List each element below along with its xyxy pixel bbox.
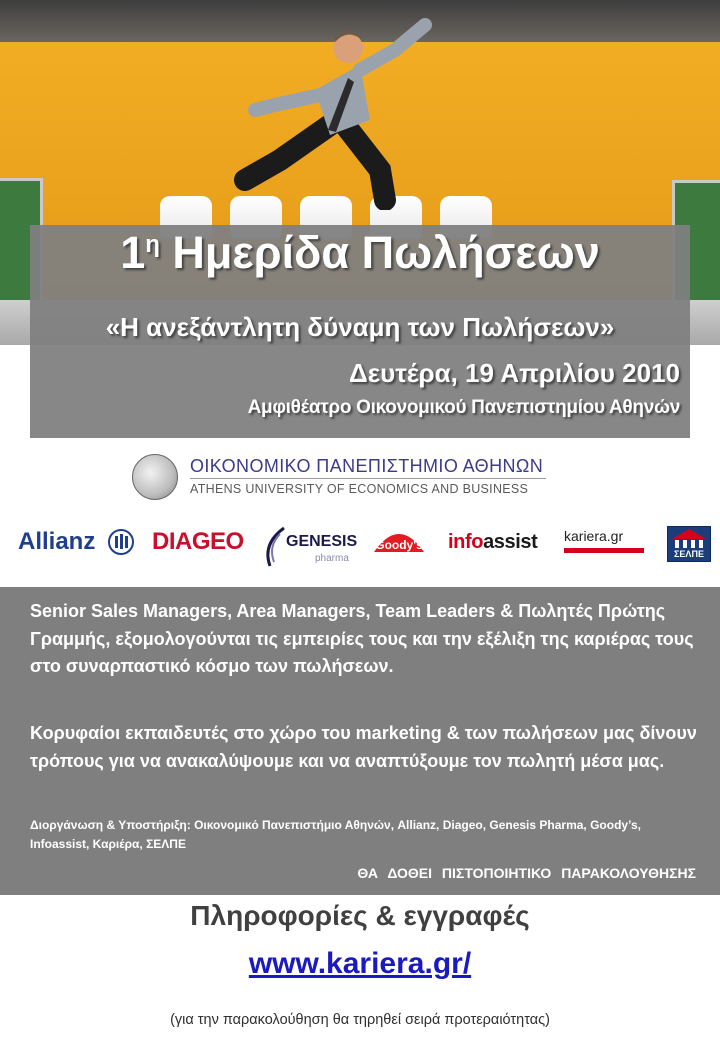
allianz-logo: Allianz — [18, 528, 96, 555]
genesis-swoosh-icon — [260, 526, 288, 568]
selpe-logo-text: ΣΕΛΠΕ — [674, 549, 704, 559]
genesis-logo: GENESIS — [286, 533, 358, 550]
info-registration-heading: Πληροφορίες & εγγραφές — [190, 900, 530, 931]
infoassist-logo-part2: assist — [483, 531, 538, 553]
university-seal-icon — [132, 454, 178, 500]
organizers-text: Διοργάνωση & Υποστήριξη: Οικονομικό Πανεπιστήμιο Αθηνών, Allianz, Diageo, Genesis Pharma, Goody’s, Infoassist, Καριέρα, ΣΕΛΠΕ — [30, 818, 641, 851]
kariera-website-link[interactable]: www.kariera.gr/ — [248, 947, 472, 980]
selpe-building-icon — [668, 527, 710, 549]
genesis-pharma-label: pharma — [315, 553, 349, 564]
infoassist-logo — [448, 531, 537, 554]
event-venue: Αμφιθέατρο Οικονομικού Πανεπιστημίου Αθηνών — [247, 397, 680, 418]
title-number: 1 — [120, 227, 146, 278]
event-subtitle: «Η ανεξάντλητη δύναμη των Πωλήσεων» — [105, 312, 615, 342]
kariera-logo: kariera.gr — [564, 528, 624, 544]
description-panel — [0, 587, 720, 895]
kariera-logo-bar — [564, 548, 644, 553]
jumping-man-figure — [220, 10, 460, 210]
university-name-english: ATHENS UNIVERSITY OF ECONOMICS AND BUSINESS — [190, 482, 529, 496]
event-date: Δευτέρα, 19 Απριλίου 2010 — [349, 358, 680, 388]
description-paragraph-1: Senior Sales Managers, Area Managers, Team Leaders & Πωλητές Πρώτης Γραμμής, εξομολογούνται τις εμπειρίες τους και την εξέλιξη της καριέρας τους στο συναρπαστικό κόσμο των πωλήσεων. — [30, 601, 694, 676]
infoassist-logo-part1: info — [448, 531, 484, 553]
diageo-logo: DIAGEO — [152, 528, 244, 555]
title-panel — [30, 225, 690, 438]
event-title — [30, 227, 690, 279]
title-text: Ημερίδα Πωλήσεων — [172, 227, 600, 278]
university-name-greek: ΟΙΚΟΝΟΜΙΚΟ ΠΑΝΕΠΙΣΤΗΜΙΟ ΑΘΗΝΩΝ — [190, 456, 544, 476]
goodys-logo-text: Goody's — [375, 538, 423, 552]
title-superscript: η — [145, 231, 160, 258]
priority-note: (για την παρακολούθηση θα τηρηθεί σειρά προτεραιότητας) — [170, 1012, 550, 1028]
description-paragraph-2: Κορυφαίοι εκπαιδευτές στο χώρο του marketing & των πωλήσεων μας δίνουν τρόπους για να ανακαλύψουμε και να αναπτύξουμε τον πωλητή μέσα μας. — [30, 723, 697, 771]
goodys-logo — [368, 522, 430, 556]
divider — [190, 478, 546, 479]
university-logo — [132, 454, 552, 502]
certificate-notice: ΘΑ ΔΟΘΕΙ ΠΙΣΤΟΠΟΙΗΤΙΚΟ ΠΑΡΑΚΟΛΟΥΘΗΣΗΣ — [357, 865, 696, 881]
allianz-eagle-icon — [108, 529, 134, 555]
